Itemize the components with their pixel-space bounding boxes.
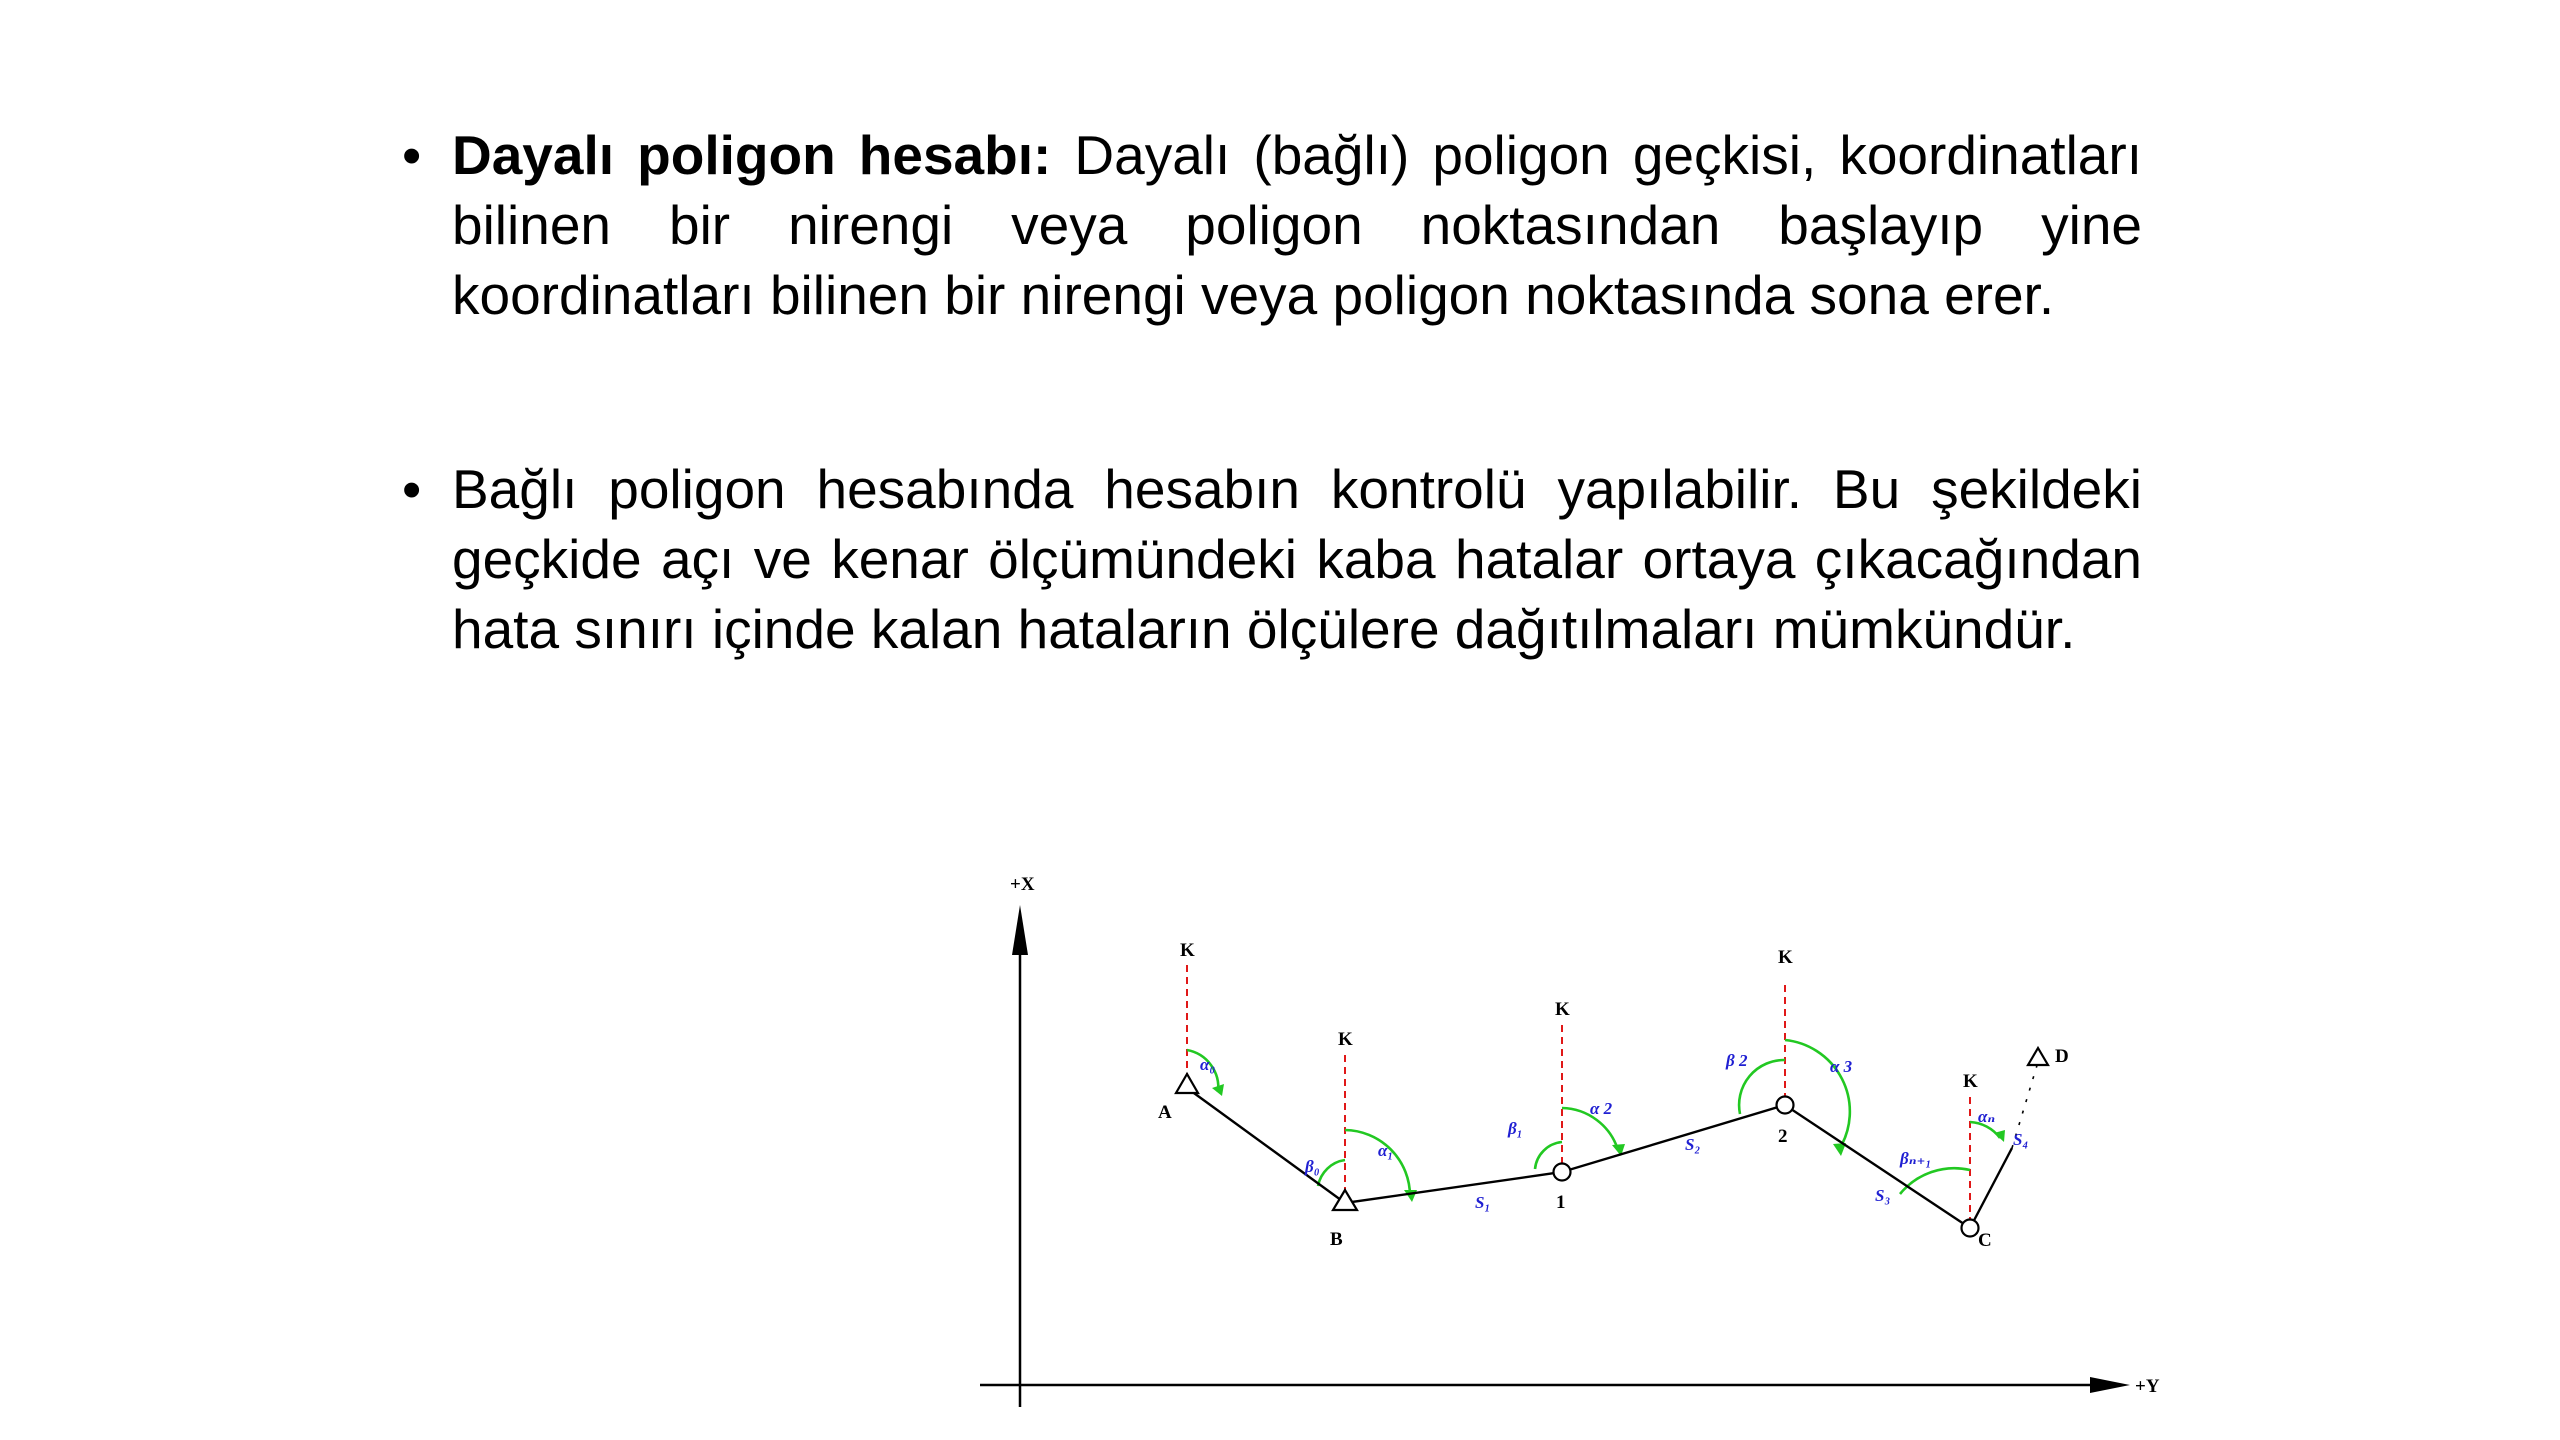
angle-label-beta0: β₀ bbox=[1305, 1157, 1320, 1176]
point-label-c: C bbox=[1978, 1230, 1992, 1251]
y-axis-arrow-icon bbox=[2090, 1377, 2130, 1393]
side-label-s2: S₂ bbox=[1685, 1135, 1701, 1154]
bullet-text: Dayalı (bağlı) poligon geçkisi, koordinatları bilinen bir nirengi veya poligon noktasından başlayıp yine koordinatları bilinen bir nirengi veya poligon noktasında sona erer. bbox=[452, 124, 2142, 326]
angle-label-alpha0: α₀ bbox=[1200, 1055, 1216, 1074]
side-label-s4: S₄ bbox=[2013, 1130, 2029, 1149]
point-c-circle-icon bbox=[1962, 1220, 1979, 1237]
north-label-b: K bbox=[1338, 1029, 1353, 1050]
bullet-term: Dayalı poligon hesabı: bbox=[452, 124, 1052, 186]
bullet-dot: • bbox=[402, 458, 422, 520]
arc-betan1 bbox=[1900, 1168, 1970, 1194]
angle-label-alpha2: α 2 bbox=[1590, 1099, 1613, 1118]
closing-side-cd bbox=[1970, 1148, 2012, 1228]
side-label-s3: S₃ bbox=[1875, 1186, 1891, 1205]
side-label-s1: S₁ bbox=[1475, 1193, 1491, 1212]
angle-label-alpha1: α₁ bbox=[1378, 1141, 1394, 1160]
angle-label-alpha3: α 3 bbox=[1830, 1057, 1853, 1076]
north-label-2: K bbox=[1778, 947, 1793, 968]
point-b-triangle-icon bbox=[1333, 1190, 1357, 1210]
point-d-triangle-icon bbox=[2028, 1048, 2048, 1065]
bullet-text: Bağlı poligon hesabında hesabın kontrolü yapılabilir. Bu şekildeki geçkide açı ve kenar ölçümündeki kaba hatalar ortaya çıkacağından hata sınırı içinde kalan hataların ölçülere dağıtılmaları mümkündür. bbox=[452, 458, 2142, 660]
point-2-circle-icon bbox=[1777, 1097, 1794, 1114]
bullet-dot: • bbox=[402, 124, 422, 186]
angle-label-beta2: β 2 bbox=[1726, 1051, 1748, 1070]
point-1-circle-icon bbox=[1554, 1164, 1571, 1181]
point-label-a: A bbox=[1158, 1102, 1172, 1123]
point-a-triangle-icon bbox=[1176, 1074, 1198, 1093]
north-label-c: K bbox=[1963, 1071, 1978, 1092]
point-label-2: 2 bbox=[1778, 1126, 1788, 1147]
angle-label-beta1: β₁ bbox=[1508, 1119, 1523, 1138]
arc-alpha1 bbox=[1345, 1130, 1410, 1196]
x-axis-arrow-icon bbox=[1012, 905, 1028, 955]
point-label-d: D bbox=[2055, 1046, 2069, 1067]
bullet-list bbox=[402, 120, 2142, 664]
x-axis-label: +X bbox=[1010, 874, 1035, 895]
traverse-diagram bbox=[960, 860, 2160, 1420]
angle-label-alphan: αₙ bbox=[1978, 1107, 1996, 1126]
y-axis-label: +Y bbox=[2135, 1376, 2160, 1397]
point-label-b: B bbox=[1330, 1229, 1343, 1250]
angle-label-betan1: βₙ₊₁ bbox=[1900, 1149, 1932, 1168]
bullet-bagli-poligon bbox=[402, 454, 2142, 664]
arc-beta0 bbox=[1318, 1160, 1345, 1186]
point-label-1: 1 bbox=[1556, 1192, 1566, 1213]
bullet-dayali-poligon bbox=[402, 120, 2142, 330]
north-label-1: K bbox=[1555, 999, 1570, 1020]
north-label-a: K bbox=[1180, 940, 1195, 961]
